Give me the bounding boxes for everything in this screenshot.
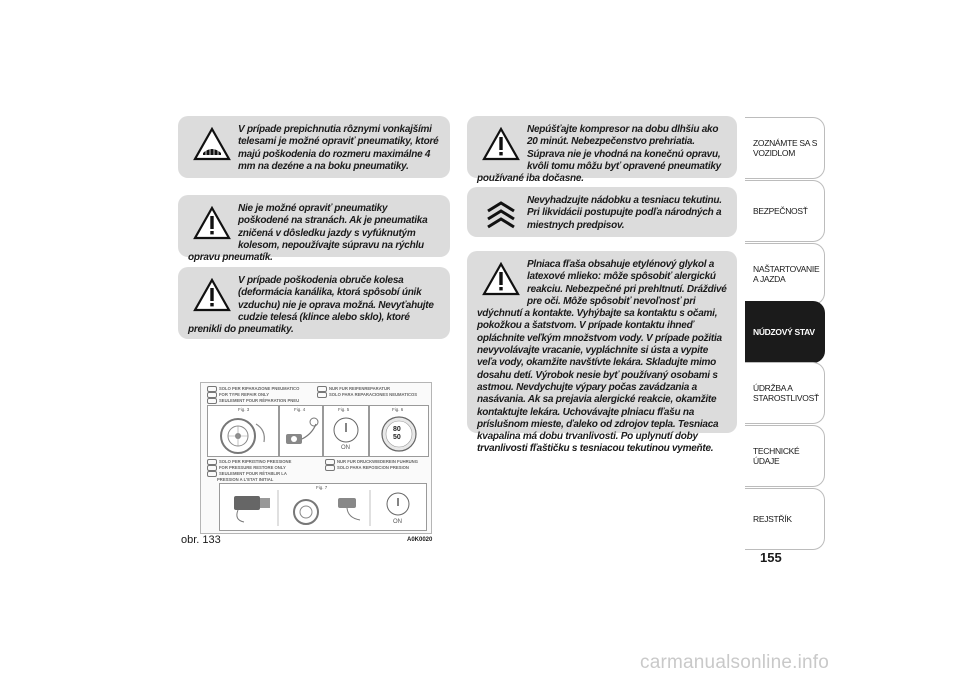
warning-box-6 [467,251,737,455]
tab-label: NÚDZOVÝ STAV [753,327,815,337]
figure-caption: obr. 133 [181,534,221,546]
warning-box-5 [467,187,737,237]
fig-5-label: Fig. 5 [338,407,350,412]
fig-4-panel [279,405,323,457]
fig-line: SOLO PER RIPARAZIONE PNEUMATICO [207,386,299,392]
tab-zoznamte-sa[interactable] [745,117,825,179]
page-number: 155 [760,550,782,565]
fig-6-label: Fig. 6 [392,407,404,412]
fig-line: PRESSION A L'ETAT INITIAL [217,477,274,482]
warning-text: Plniaca fľaša obsahuje etylénový glykol a latexové mlieko: môže spôsobiť alergickú reakciu. Nebezpečné pri prehltnutí. Dráždivé pre oči. Môže spôsobiť nevoľnosť pri vdýchnutí a kontakte. Vyhýbajte sa kontaktu s očami, pokožkou a šatstvom. V prípade kontaktu ihneď opláchnite veľkým množstvom vody. V prípade požitia nevyvolávajte vracanie, vypláchnite si ústa a vypite veľa vody, okamžite navštívte lekára. Skladujte mimo dosahu detí. Výrobok nesie byť používaný osobami s astmou. Nevdychujte výpary počas zavádzania a nasávania. Ak sa prejavia alergické reakcie, okamžite kontaktujte lekára. Uchovávajte plniacu fľašu na príslušnom mieste, ďaleko od zdrojov tepla. Tesniaca kvapalina má dobu trvanlivosti. Po uplynutí doby trvanlivosti fľaštičku s tesniacou tekutinou vymeňte. [477,259,727,455]
warning-triangle-icon [481,261,521,297]
tab-label: ZOZNÁMTE SA S VOZIDLOM [753,138,818,158]
label-block-1 [207,386,299,404]
tab-rejstrik[interactable] [745,488,825,550]
fig-3-panel [207,405,279,457]
warning-text: V prípade poškodenia obruče kolesa (deformácia kanálika, ktorá spôsobí únik vzduchu) nie je oprava možná. Nevyťahujte cudzie telesá (klince alebo sklo), ktoré prenikli do pneumatiky. [188,275,434,336]
fig-line: SEULEMENT POUR RÉPARATION PNEU [207,398,299,404]
gauge-sub-value: 50 [393,434,401,441]
fig-line: SEULEMENT POUR RÉTABLIR LA [207,471,291,477]
warning-triangle-icon [192,205,232,241]
warning-box-2 [178,195,450,264]
tab-label: NAŠTARTOVANIE A JAZDA [753,264,820,284]
tab-label: BEZPEČNOSŤ [753,206,808,216]
tab-label: TECHNICKÉ ÚDAJE [753,446,800,466]
fig-6-panel [369,405,429,457]
tab-nastartovanie[interactable] [745,243,825,305]
recycling-chevrons-icon [481,197,521,233]
fig-3-label: Fig. 3 [238,407,250,412]
warning-text: Nepúšťajte kompresor na dobu dlhšiu ako 20 minút. Nebezpečenstvo prehriatia. Súprava nie je vhodná na konečnú opravu, kvôli tomu môžu byť opravené pneumatiky používané iba dočasne. [477,124,721,185]
figure-code: A0K0020 [407,537,433,543]
label-block-4 [325,459,418,471]
tab-technicke-udaje[interactable] [745,425,825,487]
fig-5-panel [323,405,369,457]
fig-line: FOR TYPE REPAIR ONLY [207,392,299,398]
warning-triangle-icon [192,277,232,313]
tab-label: ÚDRŽBA A STAROSTLIVOSŤ [753,383,819,403]
warning-text: Nie je možné opraviť pneumatiky poškodené na stranách. Ak je pneumatika zničená v dôsledku jazdy s vyfúknutým kolesom, nepoužívajte súpravu na rýchlu opravu pneumatík. [188,203,428,264]
on-label: ON [341,445,350,451]
tab-nudzovy-stav[interactable] [745,301,825,363]
fig-4-label: Fig. 4 [294,407,306,412]
label-block-3 [207,459,291,482]
warning-box-4 [467,116,737,185]
fig-line: SOLO PARA REPOSICION PRESION [325,465,418,471]
fig-7-label: Fig. 7 [316,485,328,490]
tab-label: REJSTŘÍK [753,514,792,524]
watermark: carmanualsonline.info [640,652,830,673]
fig-line: FOR PRESSURE RESTORE ONLY [207,465,291,471]
tab-udrzba[interactable] [745,362,825,424]
label-block-2 [317,386,417,398]
warning-box-1 [178,116,450,178]
fig-line: NUR FUR DRUCKWIEDEREIN FUHRUNG [325,459,418,465]
warning-text: V prípade prepichnutia rôznymi vonkajšími telesami je možné opraviť pneumatiky, ktoré majú poškodenia do rozmeru maximálne 4 mm na dezéne a na boku pneumatiky. [238,124,439,172]
repair-kit-label-figure [200,382,432,534]
on-label: ON [393,519,402,525]
fig-line: SOLO PARA REPARACIONES NEUMATICOS [317,392,417,398]
tire-illustration [208,406,278,456]
gauge-value: 80 [393,426,401,433]
fig-line: NUR FUR REIFENREPARATUR [317,386,417,392]
tire-tread-warning-icon [192,126,232,162]
warning-triangle-icon [481,126,521,162]
warning-box-3 [178,267,450,339]
valve-illustration [280,406,322,456]
fig-7-panel [219,483,427,531]
warning-text: Nevyhadzujte nádobku a tesniacu tekutinu. Pri likvidácii postupujte podľa národných a miestnych predpisov. [527,195,722,231]
fig-line: SOLO PER RIPRISTINO PRESSIONE [207,459,291,465]
tab-bezpecnost[interactable] [745,180,825,242]
